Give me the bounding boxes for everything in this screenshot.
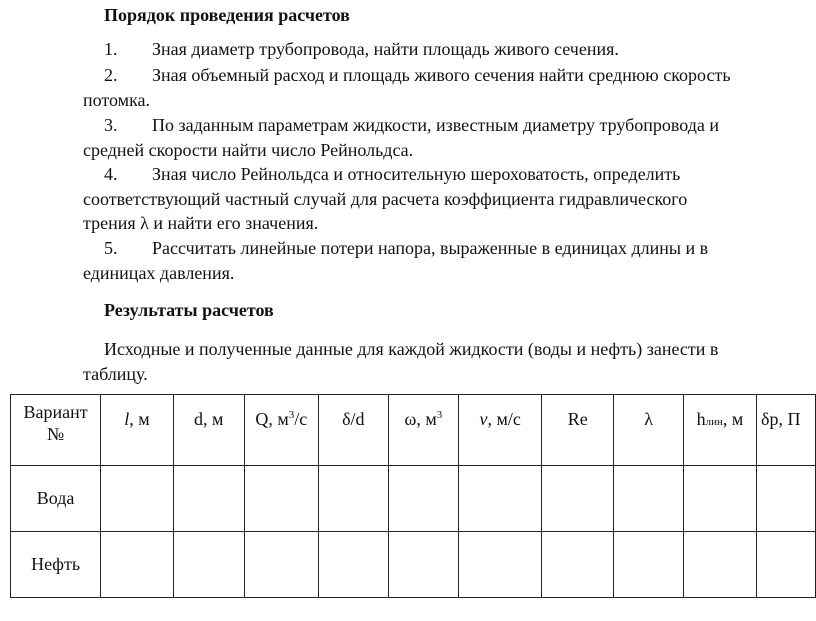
header-relative-roughness: δ/d xyxy=(319,395,389,466)
table-cell xyxy=(173,532,244,598)
header-area-exp: 3 xyxy=(436,409,443,421)
item-3-number: 3. xyxy=(104,115,118,135)
header-flow-rate-base: Q, м xyxy=(255,409,289,429)
table-cell xyxy=(542,532,614,598)
table-cell xyxy=(319,466,389,532)
header-length-unit: , м xyxy=(129,409,150,429)
header-velocity xyxy=(459,395,542,466)
results-heading: Результаты расчетов xyxy=(104,300,274,320)
header-velocity-unit: , м/с xyxy=(487,409,521,429)
header-variant-line-2: № xyxy=(46,424,65,444)
table-cell xyxy=(542,466,614,532)
table-cell xyxy=(388,532,459,598)
header-pressure-loss: δр, П xyxy=(756,395,815,466)
table-cell xyxy=(614,532,684,598)
table-cell xyxy=(459,466,542,532)
table-cell xyxy=(173,466,244,532)
item-4-line-3: трения λ и найти его значения. xyxy=(83,213,319,233)
table-cell xyxy=(244,466,318,532)
results-intro-line-1: Исходные и полученные данные для каждой жидкости (воды и нефть) занести в xyxy=(104,339,719,359)
header-variant-line-1: Вариант xyxy=(23,402,88,422)
table-row xyxy=(11,532,816,598)
table-cell xyxy=(388,466,459,532)
item-5-number: 5. xyxy=(104,238,118,258)
header-head-loss xyxy=(683,395,756,466)
item-4-line-2: соответствующий частный случай для расчета коэффициента гидравлического xyxy=(83,189,688,209)
item-5-line-2: единицах давления. xyxy=(83,263,235,283)
table-cell xyxy=(101,532,174,598)
table-cell xyxy=(319,532,389,598)
item-5-line-1: Рассчитать линейные потери напора, выраженные в единицах длины и в xyxy=(152,238,709,258)
item-2-line-2: потомка. xyxy=(83,90,151,110)
table-cell xyxy=(459,532,542,598)
header-lambda: λ xyxy=(614,395,684,466)
item-3-line-1: По заданным параметрам жидкости, известным диаметру трубопровода и xyxy=(152,115,720,135)
table-row xyxy=(11,466,816,532)
header-length-symbol: l xyxy=(124,409,130,429)
header-head-loss-unit: , м xyxy=(722,409,744,429)
header-velocity-symbol: ν xyxy=(479,409,488,429)
item-4-number: 4. xyxy=(104,164,118,184)
header-reynolds: Re xyxy=(542,395,614,466)
table-cell xyxy=(683,466,756,532)
row-label-oil: Нефть xyxy=(11,532,101,598)
table-cell xyxy=(244,532,318,598)
header-area xyxy=(388,395,459,466)
header-variant xyxy=(11,395,101,466)
header-area-base: ω, м xyxy=(404,409,437,429)
procedure-heading: Порядок проведения расчетов xyxy=(104,5,350,25)
table-cell xyxy=(101,466,174,532)
results-intro-line-2: таблицу. xyxy=(83,364,148,384)
header-head-loss-sub: лин xyxy=(705,416,723,428)
table-cell xyxy=(614,466,684,532)
table-cell xyxy=(683,532,756,598)
table-cell xyxy=(756,466,815,532)
header-flow-rate-unit: /с xyxy=(294,409,308,429)
header-length xyxy=(101,395,174,466)
header-head-loss-base: h xyxy=(696,409,706,429)
header-diameter: d, м xyxy=(173,395,244,466)
table-header-row xyxy=(11,395,816,466)
table-cell xyxy=(756,532,815,598)
item-2-number: 2. xyxy=(104,65,118,85)
header-flow-rate-exp: 3 xyxy=(288,409,295,421)
item-4-line-1: Зная число Рейнольдса и относительную шероховатость, определить xyxy=(152,164,681,184)
row-label-water: Вода xyxy=(11,466,101,532)
item-1-line-1: Зная диаметр трубопровода, найти площадь живого сечения. xyxy=(152,39,619,59)
item-3-line-2: средней скорости найти число Рейнольдса. xyxy=(83,140,414,160)
item-2-line-1: Зная объемный расход и площадь живого сечения найти среднюю скорость xyxy=(152,65,731,85)
header-flow-rate xyxy=(244,395,318,466)
item-1-number: 1. xyxy=(104,39,118,59)
results-table xyxy=(10,394,816,598)
